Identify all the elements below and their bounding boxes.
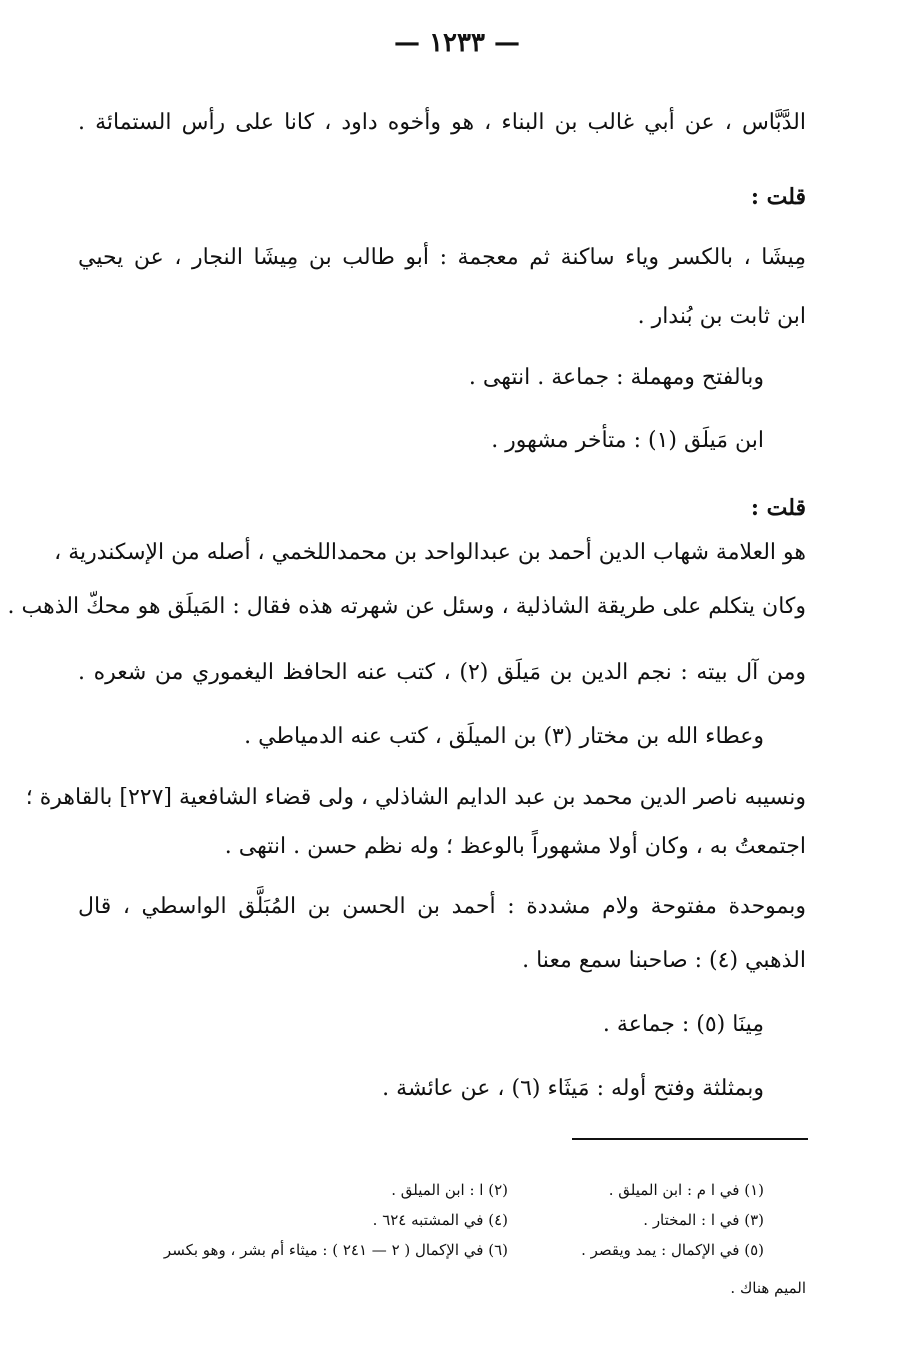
text-line: هو العلامة شهاب الدين أحمد بن عبدالواحد بن محمداللخمي ، أصله من الإسكندرية ، [54,540,806,565]
text-line: وكان يتكلم على طريقة الشاذلية ، وسئل عن شهرته هذه فقال : المَيلَق هو محكّ الذهب . [7,594,806,619]
section-heading: قلت : [750,495,806,521]
text-line: الذهبي (٤) : صاحبنا سمع معنا . [522,948,806,973]
text-line: ابن مَيلَق (١) : متأخر مشهور . [491,428,764,453]
footnote-5: (٥) في الإكمال : يمد ويقصر . [581,1241,764,1259]
text-line: اجتمعتُ به ، وكان أولا مشهوراً بالوعظ ؛ وله نظم حسن . انتهى . [224,834,806,859]
footnote-1: (١) في ا م : ابن الميلق . [608,1181,764,1199]
text-line: وعطاء الله بن مختار (٣) بن الميلَق ، كتب عنه الدمياطي . [244,724,764,749]
text-line: مِينَا (٥) : جماعة . [602,1012,764,1037]
footnote-4: (٤) في المشتبه ٦٢٤ . [372,1211,508,1229]
section-heading: قلت : [750,184,806,210]
footnote-6-continued: الميم هناك . [730,1279,806,1297]
text-line: ابن ثابت بن بُندار . [637,304,806,329]
page-number: — ١٢٣٣ — [394,28,520,58]
text-line: وبمثلثة وفتح أوله : مَيثَاء (٦) ، عن عائشة . [382,1076,764,1101]
footnote-3: (٣) في ا : المختار . [643,1211,764,1229]
text-line: وبموحدة مفتوحة ولام مشددة : أحمد بن الحسن بن المُبَلَّق الواسطي ، قال [78,894,806,919]
text-line: مِيشَا ، بالكسر وياء ساكنة ثم معجمة : أبو طالب بن مِيشَا النجار ، عن يحيي [78,245,806,270]
text-line: ونسيبه ناصر الدين محمد بن عبد الدايم الشاذلي ، ولى قضاء الشافعية [٢٢٧] بالقاهرة ؛ [25,785,806,810]
text-line: وبالفتح ومهملة : جماعة . انتهى . [468,365,764,390]
footnote-divider [572,1138,808,1140]
footnote-2: (٢) ا : ابن الميلق . [391,1181,508,1199]
text-line: الدَّبَّاس ، عن أبي غالب بن البناء ، هو وأخوه داود ، كانا على رأس الستمائة . [78,110,806,135]
footnote-6: (٦) في الإكمال ( ٢ — ٢٤١ ) : ميثاء أم بشر ، وهو بكسر [163,1241,508,1259]
text-line: ومن آل بيته : نجم الدين بن مَيلَق (٢) ، كتب عنه الحافظ اليغموري من شعره . [78,660,806,685]
